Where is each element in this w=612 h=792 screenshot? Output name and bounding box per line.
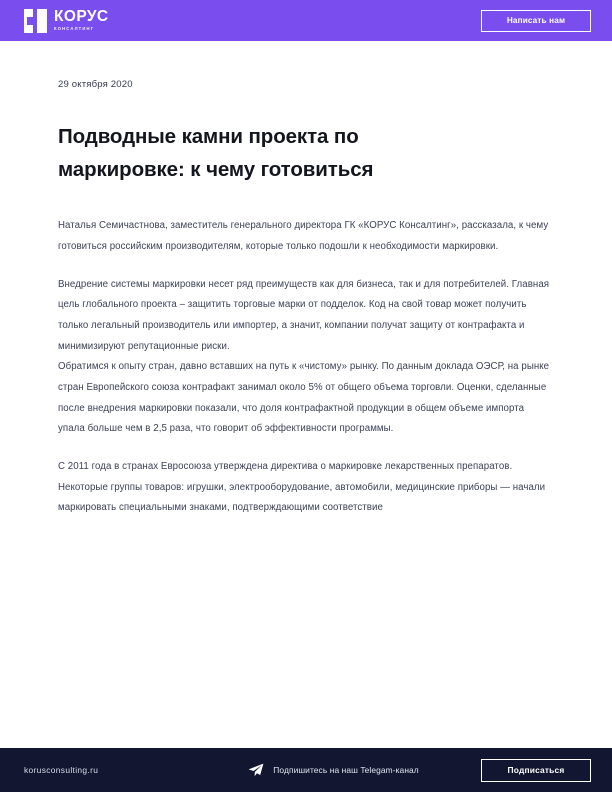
footer-site-url[interactable]: korusconsulting.ru: [24, 765, 99, 775]
article-paragraph-3: Обратимся к опыту стран, давно вставших на путь к «чистому» рынку. По данным доклада ОЭСР, на рынке стран Европейского союза контрафакт занимал около 5% от общего объема торговли. Оценки, сделанные после внедрения маркировки показали, что доля контрафактной продукции в общем объеме импорта упала больше чем в 2,5 раза, что говорит об эффективности программы.: [58, 361, 550, 435]
article-body: [58, 216, 550, 519]
korus-k-mark-icon: [24, 9, 47, 33]
brand-name: КОРУС: [54, 8, 109, 26]
footer-telegram-note: Подпишитесь на наш Telegam-канал: [273, 765, 419, 775]
telegram-paper-plane-icon: [248, 763, 264, 777]
brand-text: [54, 9, 109, 31]
article-content: [0, 41, 612, 748]
footer-telegram-block: [248, 763, 481, 777]
brand-logo[interactable]: [24, 9, 109, 33]
site-footer: [0, 748, 612, 792]
page-title: Подводные камни проекта по маркировке: к чему готовиться: [58, 125, 374, 182]
brand-subtitle: КОНСАЛТИНГ: [54, 26, 95, 32]
article-paragraph-2: Внедрение системы маркировки несет ряд преимуществ как для бизнеса, так и для потребителей. Главная цель глобального проекта – защитить торговые марки от подделок. Код на свой товар может получить только легальный производитель или импортер, а значит, компании получат защиту от контрафакта и минимизируют репутационные риски.: [58, 278, 550, 352]
article-date: 29 октября 2020: [58, 79, 133, 90]
site-header: [0, 0, 612, 41]
subscribe-button[interactable]: Подписаться: [481, 759, 591, 782]
write-to-us-button[interactable]: Написать нам: [481, 10, 591, 32]
article-paragraph-4: С 2011 года в странах Евросоюза утверждена директива о маркировке лекарственных препаратов. Некоторые группы товаров: игрушки, электрооборудование, автомобили, медицинские приборы — начали маркировать специальными знаками, подтверждающими соответствие: [58, 460, 546, 514]
article-paragraph-1: Наталья Семичастнова, заместитель генерального директора ГК «КОРУС Консалтинг», рассказала, к чему готовиться российским производителям, которые только подошли к необходимости маркировки.: [58, 220, 549, 253]
